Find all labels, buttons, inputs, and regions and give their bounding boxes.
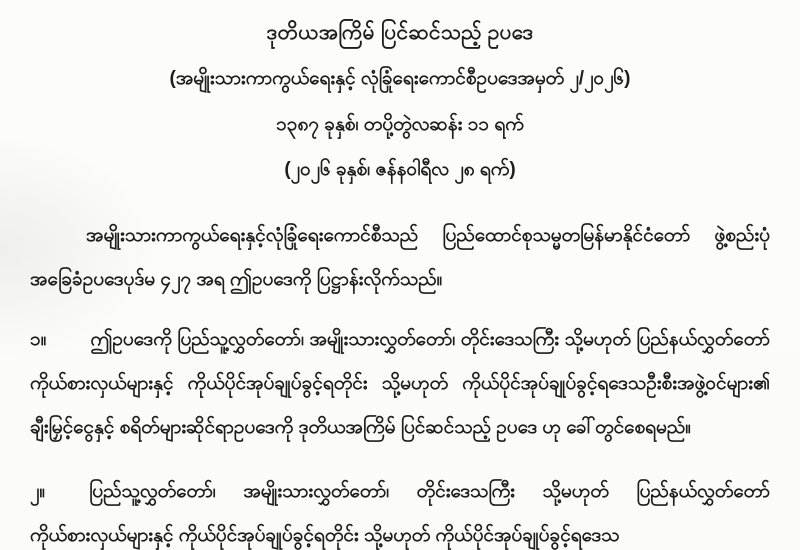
date-myanmar-era: ၁၃၈၇ ခုနှစ်၊ တပို့တွဲလဆန်း ၁၁ ရက် bbox=[276, 114, 524, 135]
date-gregorian: (၂၀၂၆ ခုနှစ်၊ ဇန်နဝါရီလ ၂၈ ရက်) bbox=[284, 159, 516, 180]
section-1-number: ၁။ bbox=[30, 329, 47, 350]
section-1-paragraph bbox=[30, 318, 770, 450]
section-2-paragraph bbox=[30, 470, 770, 550]
section-2-number: ၂။ bbox=[30, 481, 46, 502]
document-subtitle: (အမျိုးသားကာကွယ်ရေးနှင့် လုံခြုံရေးကောင်စီဥပဒေအမှတ် ၂/၂၀၂၆) bbox=[169, 68, 631, 89]
document-header bbox=[0, 0, 800, 192]
document-title: ဒုတိယအကြိမ် ပြင်ဆင်သည့် ဥပဒေ bbox=[266, 21, 534, 44]
section-2-text: ပြည်သူ့လွှတ်တော်၊ အမျိုးသားလွှတ်တော်၊ တိုင်းဒေသကြီး သို့မဟုတ် ပြည်နယ်လွှတ်တော် ကိုယ်စားလှယ်များနှင့် ကိုယ်ပိုင်အုပ်ချုပ်ခွင့်ရတိုင်း သို့မဟုတ် ကိုယ်ပိုင်အုပ်ချုပ်ခွင့်ရဒေသ bbox=[30, 481, 770, 546]
document-body bbox=[0, 214, 800, 550]
preamble-paragraph: အမျိုးသားကာကွယ်ရေးနှင့်လုံခြုံရေးကောင်စီသည် ပြည်ထောင်စုသမ္မတမြန်မာနိုင်ငံတော် ဖွဲ့စည်းပုံအခြေခံဥပဒေပုဒ်မ ၄၂၇ အရ ဤဥပဒေကို ပြဋ္ဌာန်းလိုက်သည်။ bbox=[30, 225, 770, 290]
section-1-text: ဤဥပဒေကို ပြည်သူ့လွှတ်တော်၊ အမျိုးသားလွှတ်တော်၊ တိုင်းဒေသကြီး သို့မဟုတ် ပြည်နယ်လွှတ်တော်ကိုယ်စားလှယ်များနှင့် ကိုယ်ပိုင်အုပ်ချုပ်ခွင့်ရတိုင်း သို့မဟုတ် ကိုယ်ပိုင်အုပ်ချုပ်ခွင့်ရဒေသဦးစီးအဖွဲ့ဝင်များ၏ ချီးမြှင့်ငွေနှင့် စရိတ်များဆိုင်ရာဥပဒေကို ဒုတိယအကြိမ် ပြင်ဆင်သည့် ဥပဒေ ဟု ခေါ်တွင်စေရမည်။ bbox=[30, 329, 770, 438]
